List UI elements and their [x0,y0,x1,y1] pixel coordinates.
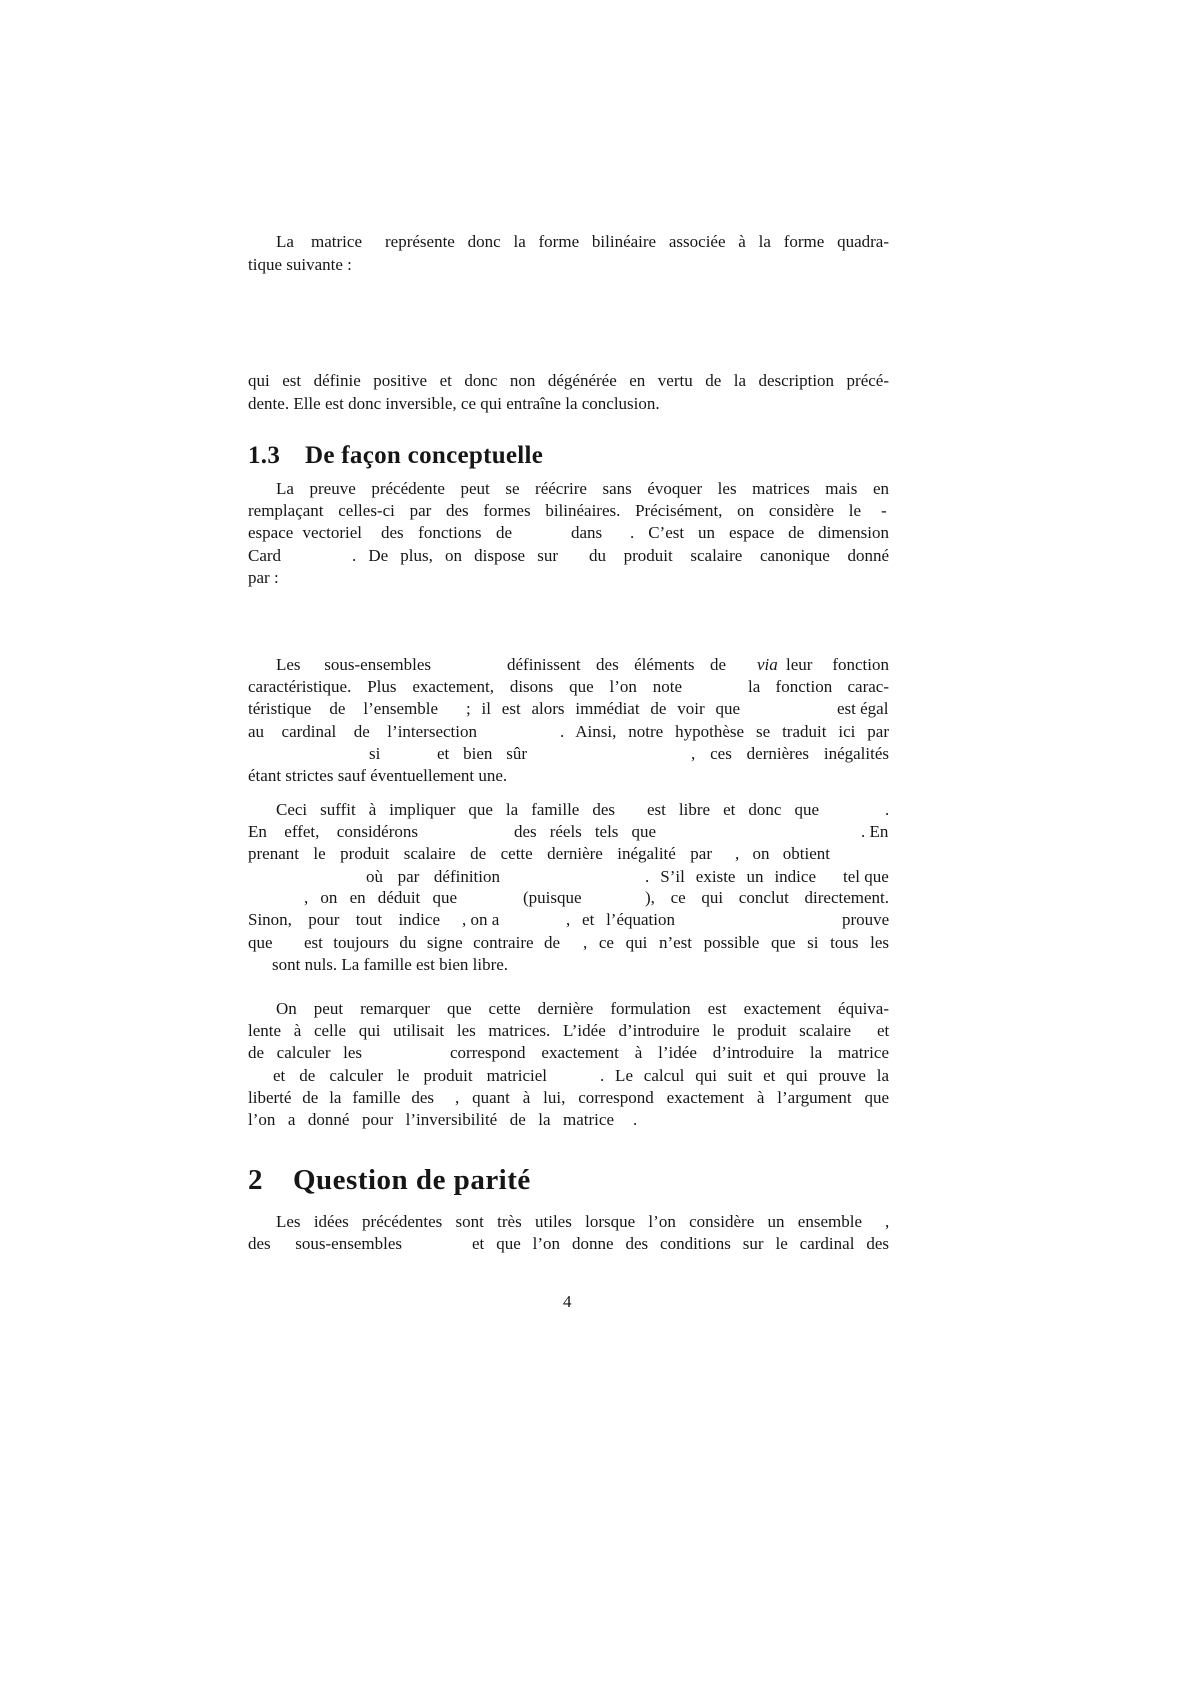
text-fragment: prouve [842,910,890,929]
text-line [0,1087,1190,1109]
text-fragment: , [885,1212,890,1231]
text-line [0,866,1190,888]
subsection-heading [0,441,1190,471]
text-fragment: par : [248,568,279,587]
text-fragment: tel que [843,867,889,886]
text-line [0,698,1190,720]
text-line [0,799,1190,821]
text-fragment: Card [248,546,282,565]
text-fragment: l’on a donné pour l’inversibilité de la matrice [248,1110,614,1129]
text-fragment: où par définition [366,867,500,886]
text-line [0,567,1190,589]
section-heading [0,1163,1190,1197]
text-line [0,909,1190,931]
text-fragment: On peut remarquer que cette dernière formulation est exactement équiva- [276,999,889,1018]
text-fragment: prenant le produit scalaire de cette dernière inégalité par [248,844,712,863]
text-fragment: , on a [462,910,500,929]
text-fragment: dente. Elle est donc inversible, ce qui entraîne la conclusion. [248,394,660,413]
text-line [0,370,1190,392]
section-title: De façon conceptuelle [305,442,544,469]
text-fragment: dans [571,523,603,542]
text-fragment: remplaçant celles-ci par des formes bilinéaires. Précisément, on considère le [248,501,861,520]
text-fragment: des fonctions de [381,523,512,542]
text-line [0,1020,1190,1042]
text-line [0,743,1190,765]
text-line [0,998,1190,1020]
text-fragment: des réels tels que [514,822,656,841]
text-fragment: Sinon, pour tout indice [248,910,440,929]
text-fragment: Ceci suffit à impliquer que la famille des [276,800,615,819]
text-fragment: . Le calcul qui suit et qui prouve la [600,1066,889,1085]
text-fragment: , et l’équation [566,910,675,929]
text-fragment: . De plus, on dispose sur [352,546,558,565]
text-fragment: . [885,800,890,819]
text-fragment: au cardinal de l’intersection [248,722,477,741]
text-fragment: ; il est alors immédiat de voir que [466,699,740,718]
text-fragment: caractéristique. Plus exactement, disons que l’on note [248,677,682,696]
text-line [0,676,1190,698]
text-fragment: . C’est un espace de dimension [630,523,889,542]
text-line [0,954,1190,976]
text-fragment: , quant à lui, correspond exactement à l’argument que [455,1088,889,1107]
text-line [0,843,1190,865]
text-fragment: (puisque [523,888,582,907]
text-fragment: Les sous-ensembles [276,655,431,674]
text-fragment: qui est définie positive et donc non dégénérée en vertu de la description précé- [248,371,889,390]
text-fragment: et de calculer le produit matriciel [273,1066,547,1085]
text-line [0,1211,1190,1233]
text-fragment: liberté de la famille des [248,1088,434,1107]
italic-text: via [757,655,778,674]
text-line [0,254,1190,276]
text-fragment: En effet, considérons [248,822,418,841]
text-fragment: , ce qui n’est possible que si tous les [583,933,889,952]
text-line [0,1109,1190,1131]
text-line [0,887,1190,909]
text-fragment: est toujours du signe contraire de [304,933,560,952]
text-fragment: sont nuls. La famille est bien libre. [272,955,509,974]
text-fragment: - [881,501,887,520]
text-line [0,1065,1190,1087]
text-line [0,1042,1190,1064]
text-fragment: étant strictes sauf éventuellement une. [248,766,508,785]
text-fragment: La matrice [276,232,362,251]
text-fragment: . S’il existe un indice [645,867,816,886]
text-fragment: Les idées précédentes sont très utiles lorsque l’on considère un ensemble [276,1212,862,1231]
text-fragment: que [248,933,273,952]
text-fragment: . En [861,822,889,841]
text-fragment: représente donc la forme bilinéaire associée à la forme quadra- [385,232,889,251]
text-line [0,1233,1190,1255]
text-fragment: lente à celle qui utilisait les matrices. L’idée d’introduire le produit scalaire [248,1021,851,1040]
text-line [0,393,1190,415]
text-fragment: la fonction carac- [748,677,889,696]
text-fragment: , on en déduit que [304,888,457,907]
section-number: 2 [248,1164,263,1196]
text-fragment: des sous-ensembles [248,1234,402,1253]
text-fragment: définissent des éléments de [507,655,726,674]
section-title: Question de parité [293,1164,531,1196]
text-line [0,765,1190,787]
text-fragment: téristique de l’ensemble [248,699,438,718]
text-fragment: et bien sûr [437,744,527,763]
text-fragment: espace vectoriel [248,523,362,542]
text-fragment: , on obtient [735,844,830,863]
text-fragment: , ces dernières inégalités [691,744,889,763]
text-line [0,231,1190,253]
text-line [0,654,1190,676]
text-fragment: si [369,744,381,763]
text-fragment: . [633,1110,638,1129]
text-fragment: leur fonction [786,655,889,674]
page-number: 4 [563,1292,572,1311]
text-line [0,721,1190,743]
text-fragment: de calculer les [248,1043,362,1062]
text-fragment: . Ainsi, notre hypothèse se traduit ici par [560,722,889,741]
text-line [0,478,1190,500]
text-fragment: et que l’on donne des conditions sur le cardinal des [472,1234,889,1253]
text-line [0,500,1190,522]
text-fragment: ), ce qui conclut directement. [645,888,889,907]
text-fragment: et [877,1021,890,1040]
text-fragment: La preuve précédente peut se réécrire sans évoquer les matrices mais en [276,479,889,498]
text-line [0,821,1190,843]
section-number: 1.3 [248,442,281,469]
text-fragment: tique suivante : [248,255,352,274]
text-line [0,932,1190,954]
text-fragment: est libre et donc que [647,800,819,819]
text-fragment: correspond exactement à l’idée d’introduire la matrice [450,1043,889,1062]
text-line [0,545,1190,567]
text-line [0,522,1190,544]
text-fragment: du produit scalaire canonique donné [589,546,889,565]
text-fragment: est égal [837,699,889,718]
